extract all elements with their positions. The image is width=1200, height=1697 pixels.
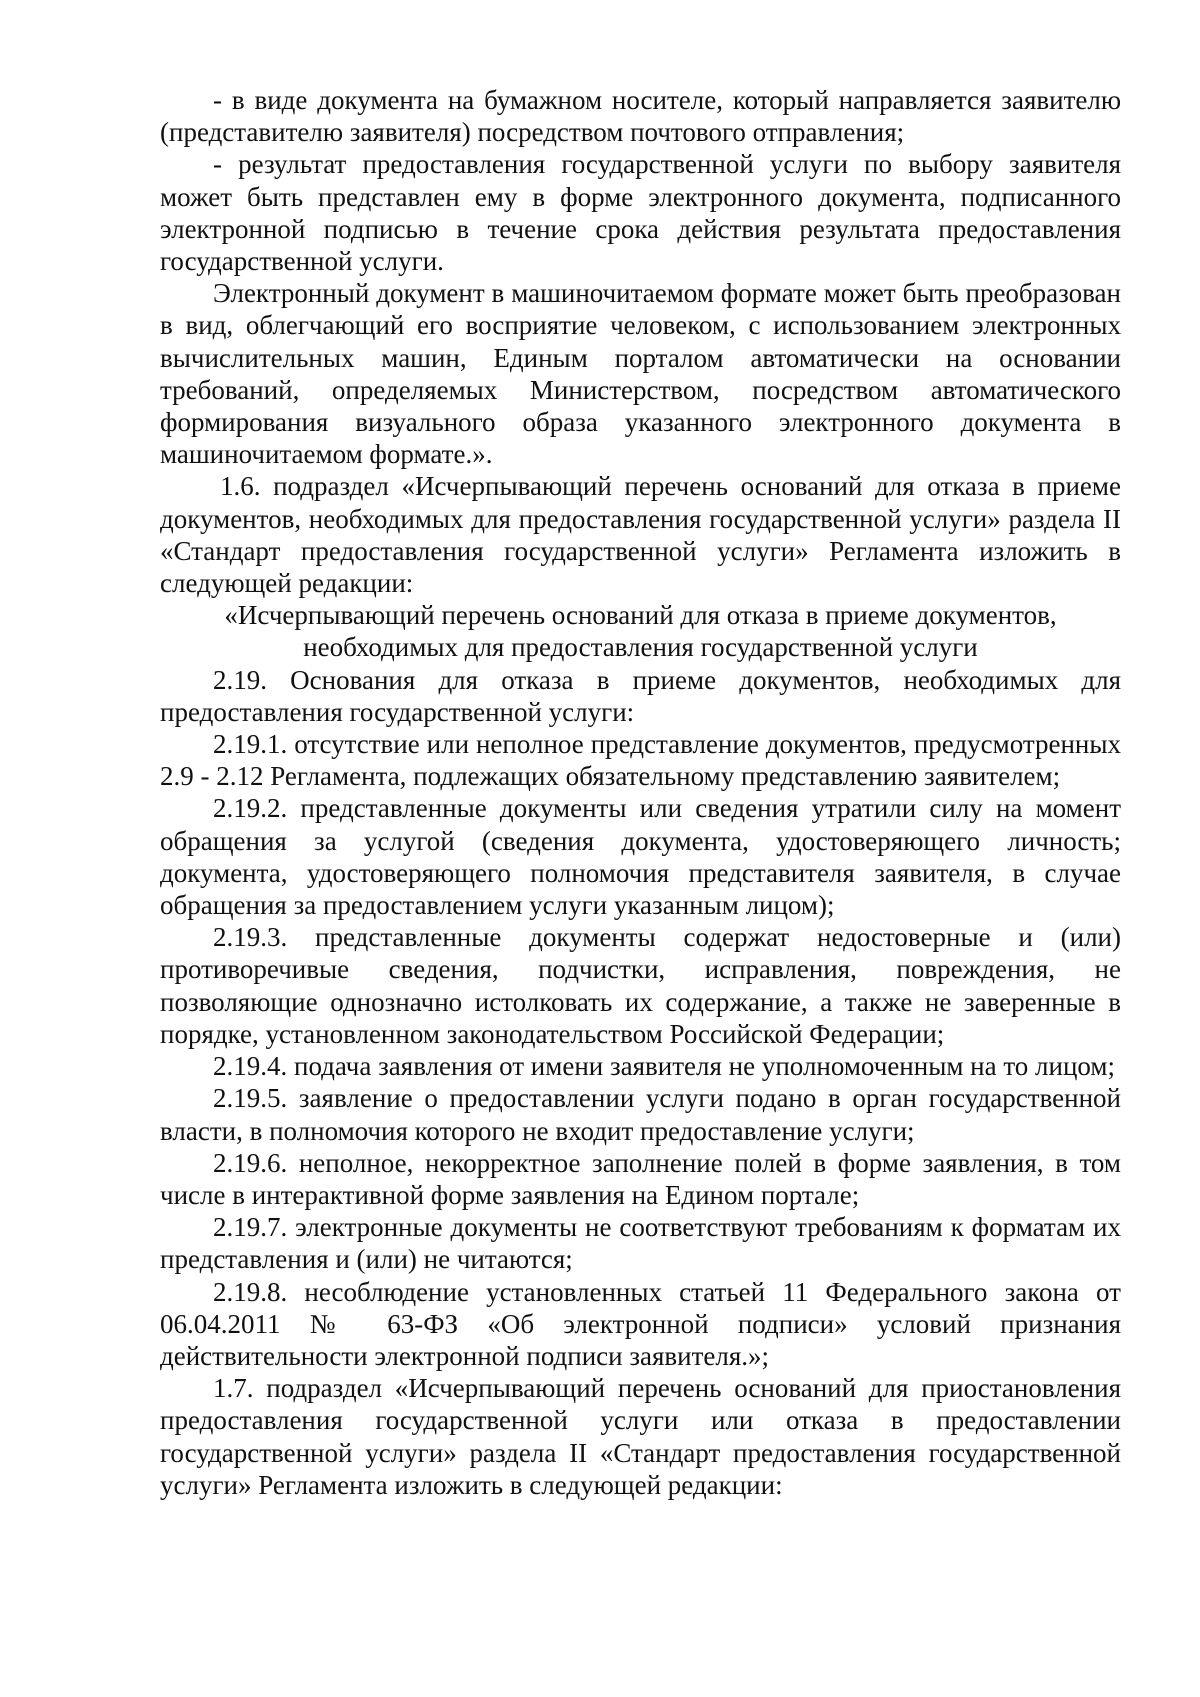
paragraph-item-2-19-8: 2.19.8. несоблюдение установленных статьей 11 Федерального закона от 06.04.2011 № 63-ФЗ «Об электронной подписи» условий признания действительности электронной подписи заявителя.»; (160, 1276, 1121, 1371)
paragraph-paper-delivery: - в виде документа на бумажном носителе, который направляется заявителю (представителю заявителя) посредством почтового отправления; (160, 85, 1121, 148)
paragraph-item-2-19-1: 2.19.1. отсутствие или неполное представление документов, предусмотренных 2.9 - 2.12 Регламента, подлежащих обязательному представлению заявителем; (160, 729, 1121, 792)
section-heading-line-1: «Исчерпывающий перечень оснований для отказа в приеме документов, (224, 600, 1057, 631)
paragraph-item-2-19: 2.19. Основания для отказа в приеме документов, необходимых для предоставления государственной услуги: (160, 664, 1121, 727)
paragraph-electronic-result: - результат предоставления государственной услуги по выбору заявителя может быть представлен ему в форме электронного документа, подписанного электронной подписью в течение срока действия результата предоставления государственной услуги. (160, 149, 1121, 277)
paragraph-item-2-19-7: 2.19.7. электронные документы не соответствуют требованиям к форматам их представления и (или) не читаются; (160, 1212, 1121, 1275)
document-page (160, 84, 1121, 1501)
paragraph-item-2-19-6: 2.19.6. неполное, некорректное заполнение полей в форме заявления, в том числе в интерактивной форме заявления на Едином портале; (160, 1147, 1121, 1210)
paragraph-item-2-19-3: 2.19.3. представленные документы содержат недостоверные и (или) противоречивые сведения, подчистки, исправления, повреждения, не позволяющие однозначно истолковать их содержание, а также не заверенные в порядке, установленном законодательством Российской Федерации; (160, 922, 1121, 1049)
paragraph-item-2-19-5: 2.19.5. заявление о предоставлении услуги подано в орган государственной власти, в полномочия которого не входит предоставление услуги; (160, 1083, 1121, 1146)
paragraph-item-1-6: 1.6. подраздел «Исчерпывающий перечень оснований для отказа в приеме документов, необходимых для предоставления государственной услуги» раздела II «Стандарт предоставления государственной услуги» Регламента изложить в следующей редакции: (160, 471, 1121, 599)
paragraph-item-2-19-2: 2.19.2. представленные документы или сведения утратили силу на момент обращения за услугой (сведения документа, удостоверяющего личность; документа, удостоверяющего полномочия представителя заявителя, в случае обращения за предоставлением услуги указанным лицом); (160, 793, 1121, 921)
paragraph-item-2-19-4: 2.19.4. подача заявления от имени заявителя не уполномоченным на то лицом; (213, 1051, 1115, 1082)
section-heading-line-2: необходимых для предоставления государственной услуги (303, 632, 978, 663)
paragraph-item-1-7: 1.7. подраздел «Исчерпывающий перечень оснований для приостановления предоставления государственной услуги или отказа в предоставлении государственной услуги» раздела II «Стандарт предоставления государственной услуги» Регламента изложить в следующей редакции: (160, 1373, 1121, 1500)
paragraph-machine-readable: Электронный документ в машиночитаемом формате может быть преобразован в вид, облегчающий его восприятие человеком, с использованием электронных вычислительных машин, Единым порталом автоматически на основании требований, определяемых Министерством, посредством автоматического формирования визуального образа указанного электронного документа в машиночитаемом формате.». (160, 278, 1121, 470)
